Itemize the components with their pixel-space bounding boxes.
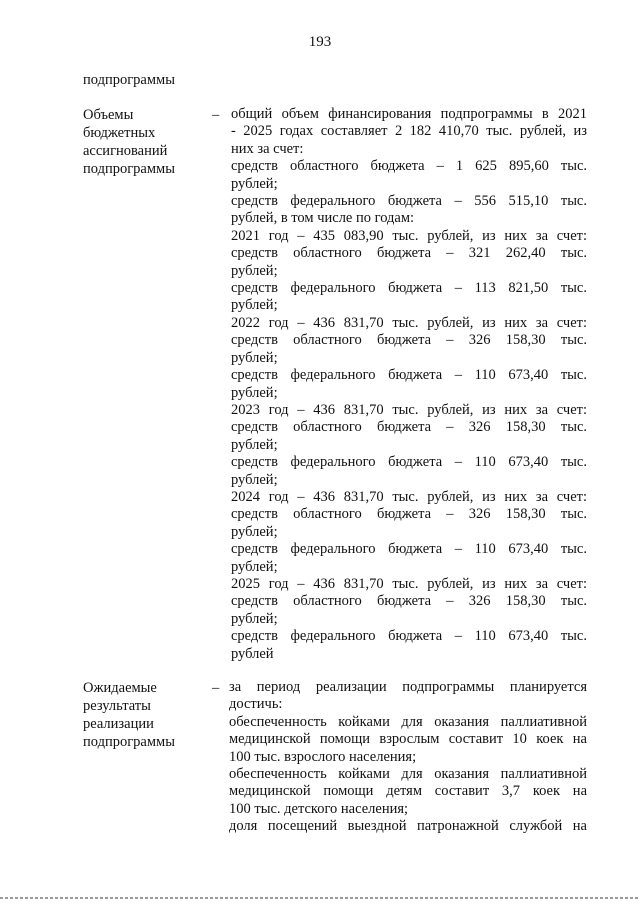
results-text-line: обеспеченность койками для оказания паллиативной (229, 766, 587, 783)
budget-label-line: подпрограммы (83, 161, 175, 177)
results-text-line: обеспеченность койками для оказания паллиативной (229, 713, 587, 730)
budget-text-line: рублей; (231, 384, 278, 401)
results-label-line: подпрограммы (83, 734, 175, 750)
budget-text-line: рублей; (231, 523, 278, 540)
budget-text-line: рублей (231, 645, 274, 662)
results-section-content (229, 679, 587, 836)
budget-text-line: средств областного бюджета – 1 625 895,60 тыс. (231, 158, 587, 175)
budget-text-line: средств федерального бюджета – 110 673,40 тыс. (231, 628, 587, 645)
budget-text-line: средств федерального бюджета – 110 673,40 тыс. (231, 367, 587, 384)
results-text-line: медицинской помощи детям составит 3,7 коек на (229, 783, 587, 800)
results-text-line: 100 тыс. детского населения; (229, 800, 409, 817)
budget-section-content (231, 106, 587, 663)
budget-text-line: средств областного бюджета – 326 158,30 тыс. (231, 506, 587, 523)
budget-label-line: бюджетных (83, 125, 156, 141)
budget-text-line: рублей; (231, 558, 278, 575)
continued-row-label: подпрограммы (83, 72, 175, 88)
results-section-label (83, 679, 175, 751)
budget-section-dash: – (212, 107, 220, 123)
results-label-line: реализации (83, 716, 154, 732)
budget-text-line: рублей; (231, 297, 278, 314)
budget-text-line: рублей; (231, 436, 278, 453)
budget-text-line: рублей; (231, 262, 278, 279)
budget-text-line: средств федерального бюджета – 110 673,40 тыс. (231, 541, 587, 558)
budget-text-line: 2024 год – 436 831,70 тыс. рублей, из них за счет: (231, 488, 587, 505)
budget-text-line: 2023 год – 436 831,70 тыс. рублей, из них за счет: (231, 401, 587, 418)
budget-text-line: рублей; (231, 175, 278, 192)
budget-text-line: 2022 год – 436 831,70 тыс. рублей, из них за счет: (231, 314, 587, 331)
results-section-dash: – (212, 680, 220, 696)
budget-text-line: средств федерального бюджета – 556 515,10 тыс. (231, 193, 587, 210)
budget-label-line: Объемы (83, 107, 134, 123)
budget-text-line: 2021 год – 435 083,90 тыс. рублей, из них за счет: (231, 227, 587, 244)
budget-text-line: средств федерального бюджета – 113 821,50 тыс. (231, 280, 587, 297)
scan-bottom-edge (0, 897, 640, 899)
budget-text-line: рублей; (231, 349, 278, 366)
results-text-line: медицинской помощи взрослым составит 10 коек на (229, 731, 587, 748)
budget-text-line: средств областного бюджета – 326 158,30 тыс. (231, 419, 587, 436)
budget-section-label (83, 106, 175, 178)
budget-text-line: средств областного бюджета – 326 158,30 тыс. (231, 593, 587, 610)
budget-text-line: средств областного бюджета – 321 262,40 тыс. (231, 245, 587, 262)
page-number: 193 (308, 34, 332, 50)
results-text-line: за период реализации подпрограммы планируется (229, 679, 587, 695)
results-label-line: результаты (83, 698, 151, 714)
budget-text-line: рублей, в том числе по годам: (231, 210, 415, 227)
budget-text-line: средств областного бюджета – 326 158,30 тыс. (231, 332, 587, 349)
budget-text-line: средств федерального бюджета – 110 673,40 тыс. (231, 454, 587, 471)
budget-text-line: них за счет: (231, 140, 304, 157)
results-text-line: достичь: (229, 696, 283, 713)
budget-text-line: 2025 год – 436 831,70 тыс. рублей, из них за счет: (231, 575, 587, 592)
budget-text-line: общий объем финансирования подпрограммы в 2021 (231, 106, 587, 122)
budget-text-line: рублей; (231, 610, 278, 627)
results-label-line: Ожидаемые (83, 680, 157, 696)
budget-text-line: - 2025 годах составляет 2 182 410,70 тыс. рублей, из (231, 123, 587, 140)
budget-text-line: рублей; (231, 471, 278, 488)
results-text-line: доля посещений выездной патронажной службой на (229, 818, 587, 835)
budget-label-line: ассигнований (83, 143, 168, 159)
results-text-line: 100 тыс. взрослого населения; (229, 748, 417, 765)
